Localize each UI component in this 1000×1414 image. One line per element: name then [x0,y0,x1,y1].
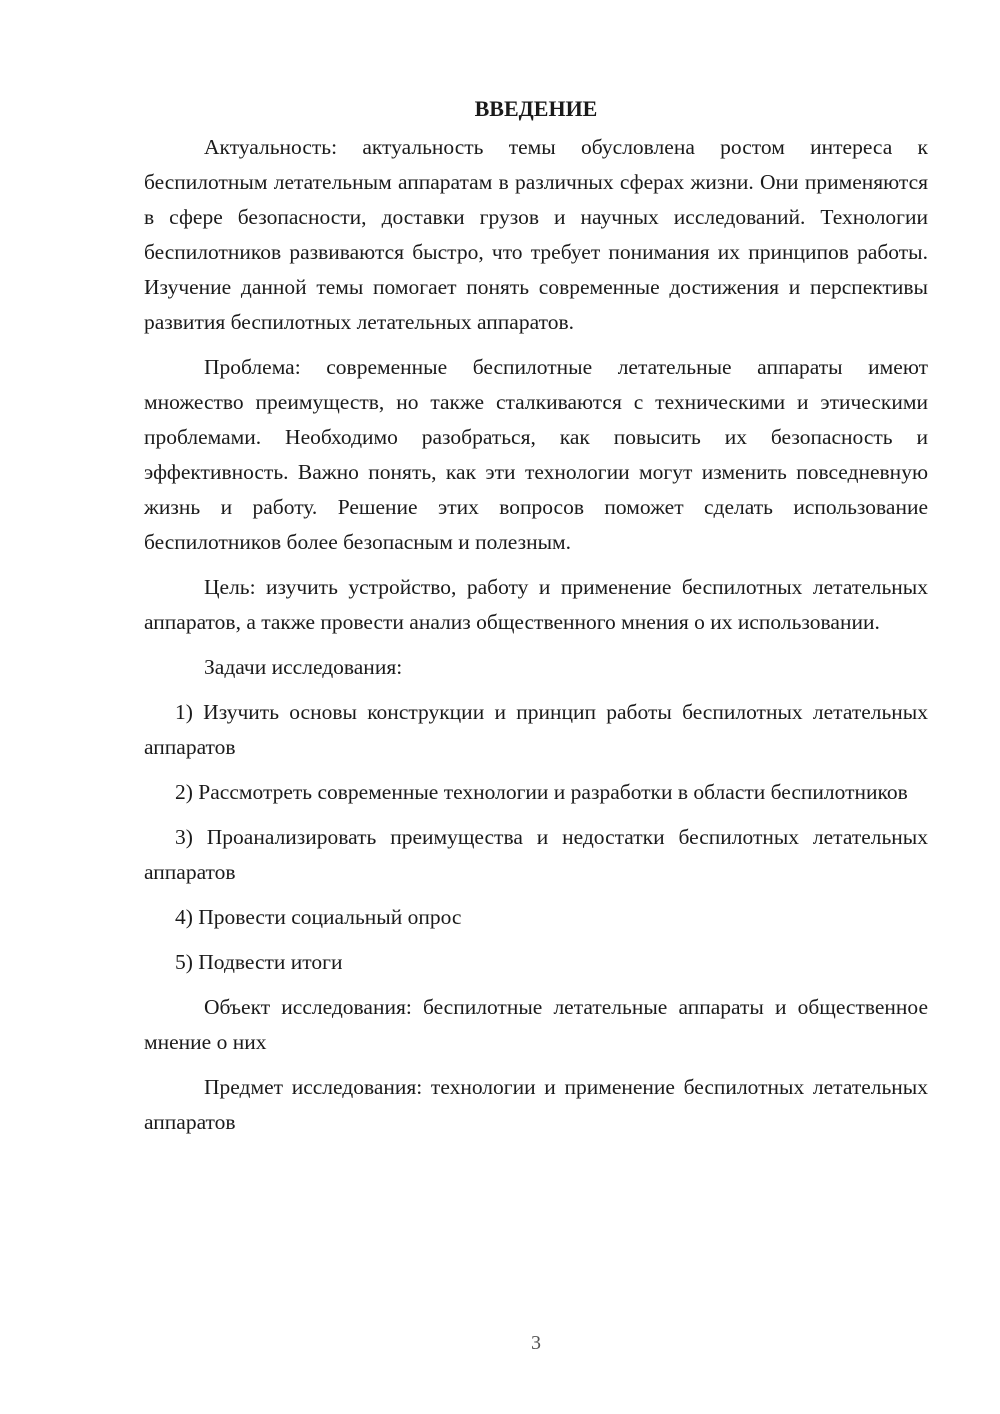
paragraph-goal: Цель: изучить устройство, работу и применение беспилотных летательных аппаратов, а также провести анализ общественного мнения о их использовании. [144,575,928,634]
tasks-heading: Задачи исследования: [204,655,403,679]
paragraph-relevance: Актуальность: актуальность темы обусловлена ростом интереса к беспилотным летательным аппаратам в различных сферах жизни. Они применяются в сфере безопасности, доставки грузов и научных исследований. Технологии беспилотников развиваются быстро, что требует понимания их принципов работы. Изучение данной темы помогает понять современные достижения и перспективы развития беспилотных летательных аппаратов. [144,135,928,334]
paragraph-subject: Предмет исследования: технологии и применение беспилотных летательных аппаратов [144,1075,928,1134]
task-item-3: 3) Проанализировать преимущества и недостатки беспилотных летательных аппаратов [144,825,928,884]
paragraph-object: Объект исследования: беспилотные летательные аппараты и общественное мнение о них [144,995,928,1054]
task-item-2: 2) Рассмотреть современные технологии и разработки в области беспилотников [175,780,908,804]
page-number: 3 [531,1332,541,1354]
document-title: ВВЕДЕНИЕ [474,96,598,121]
document-page [144,94,928,1150]
task-item-4: 4) Провести социальный опрос [175,905,462,929]
task-item-5: 5) Подвести итоги [175,950,343,974]
paragraph-problem: Проблема: современные беспилотные летательные аппараты имеют множество преимуществ, но также сталкиваются с техническими и этическими проблемами. Необходимо разобраться, как повысить их безопасность и эффективность. Важно понять, как эти технологии могут изменить повседневную жизнь и работу. Решение этих вопросов поможет сделать использование беспилотников более безопасным и полезным. [144,355,928,554]
task-item-1: 1) Изучить основы конструкции и принцип работы беспилотных летательных аппаратов [144,700,928,759]
